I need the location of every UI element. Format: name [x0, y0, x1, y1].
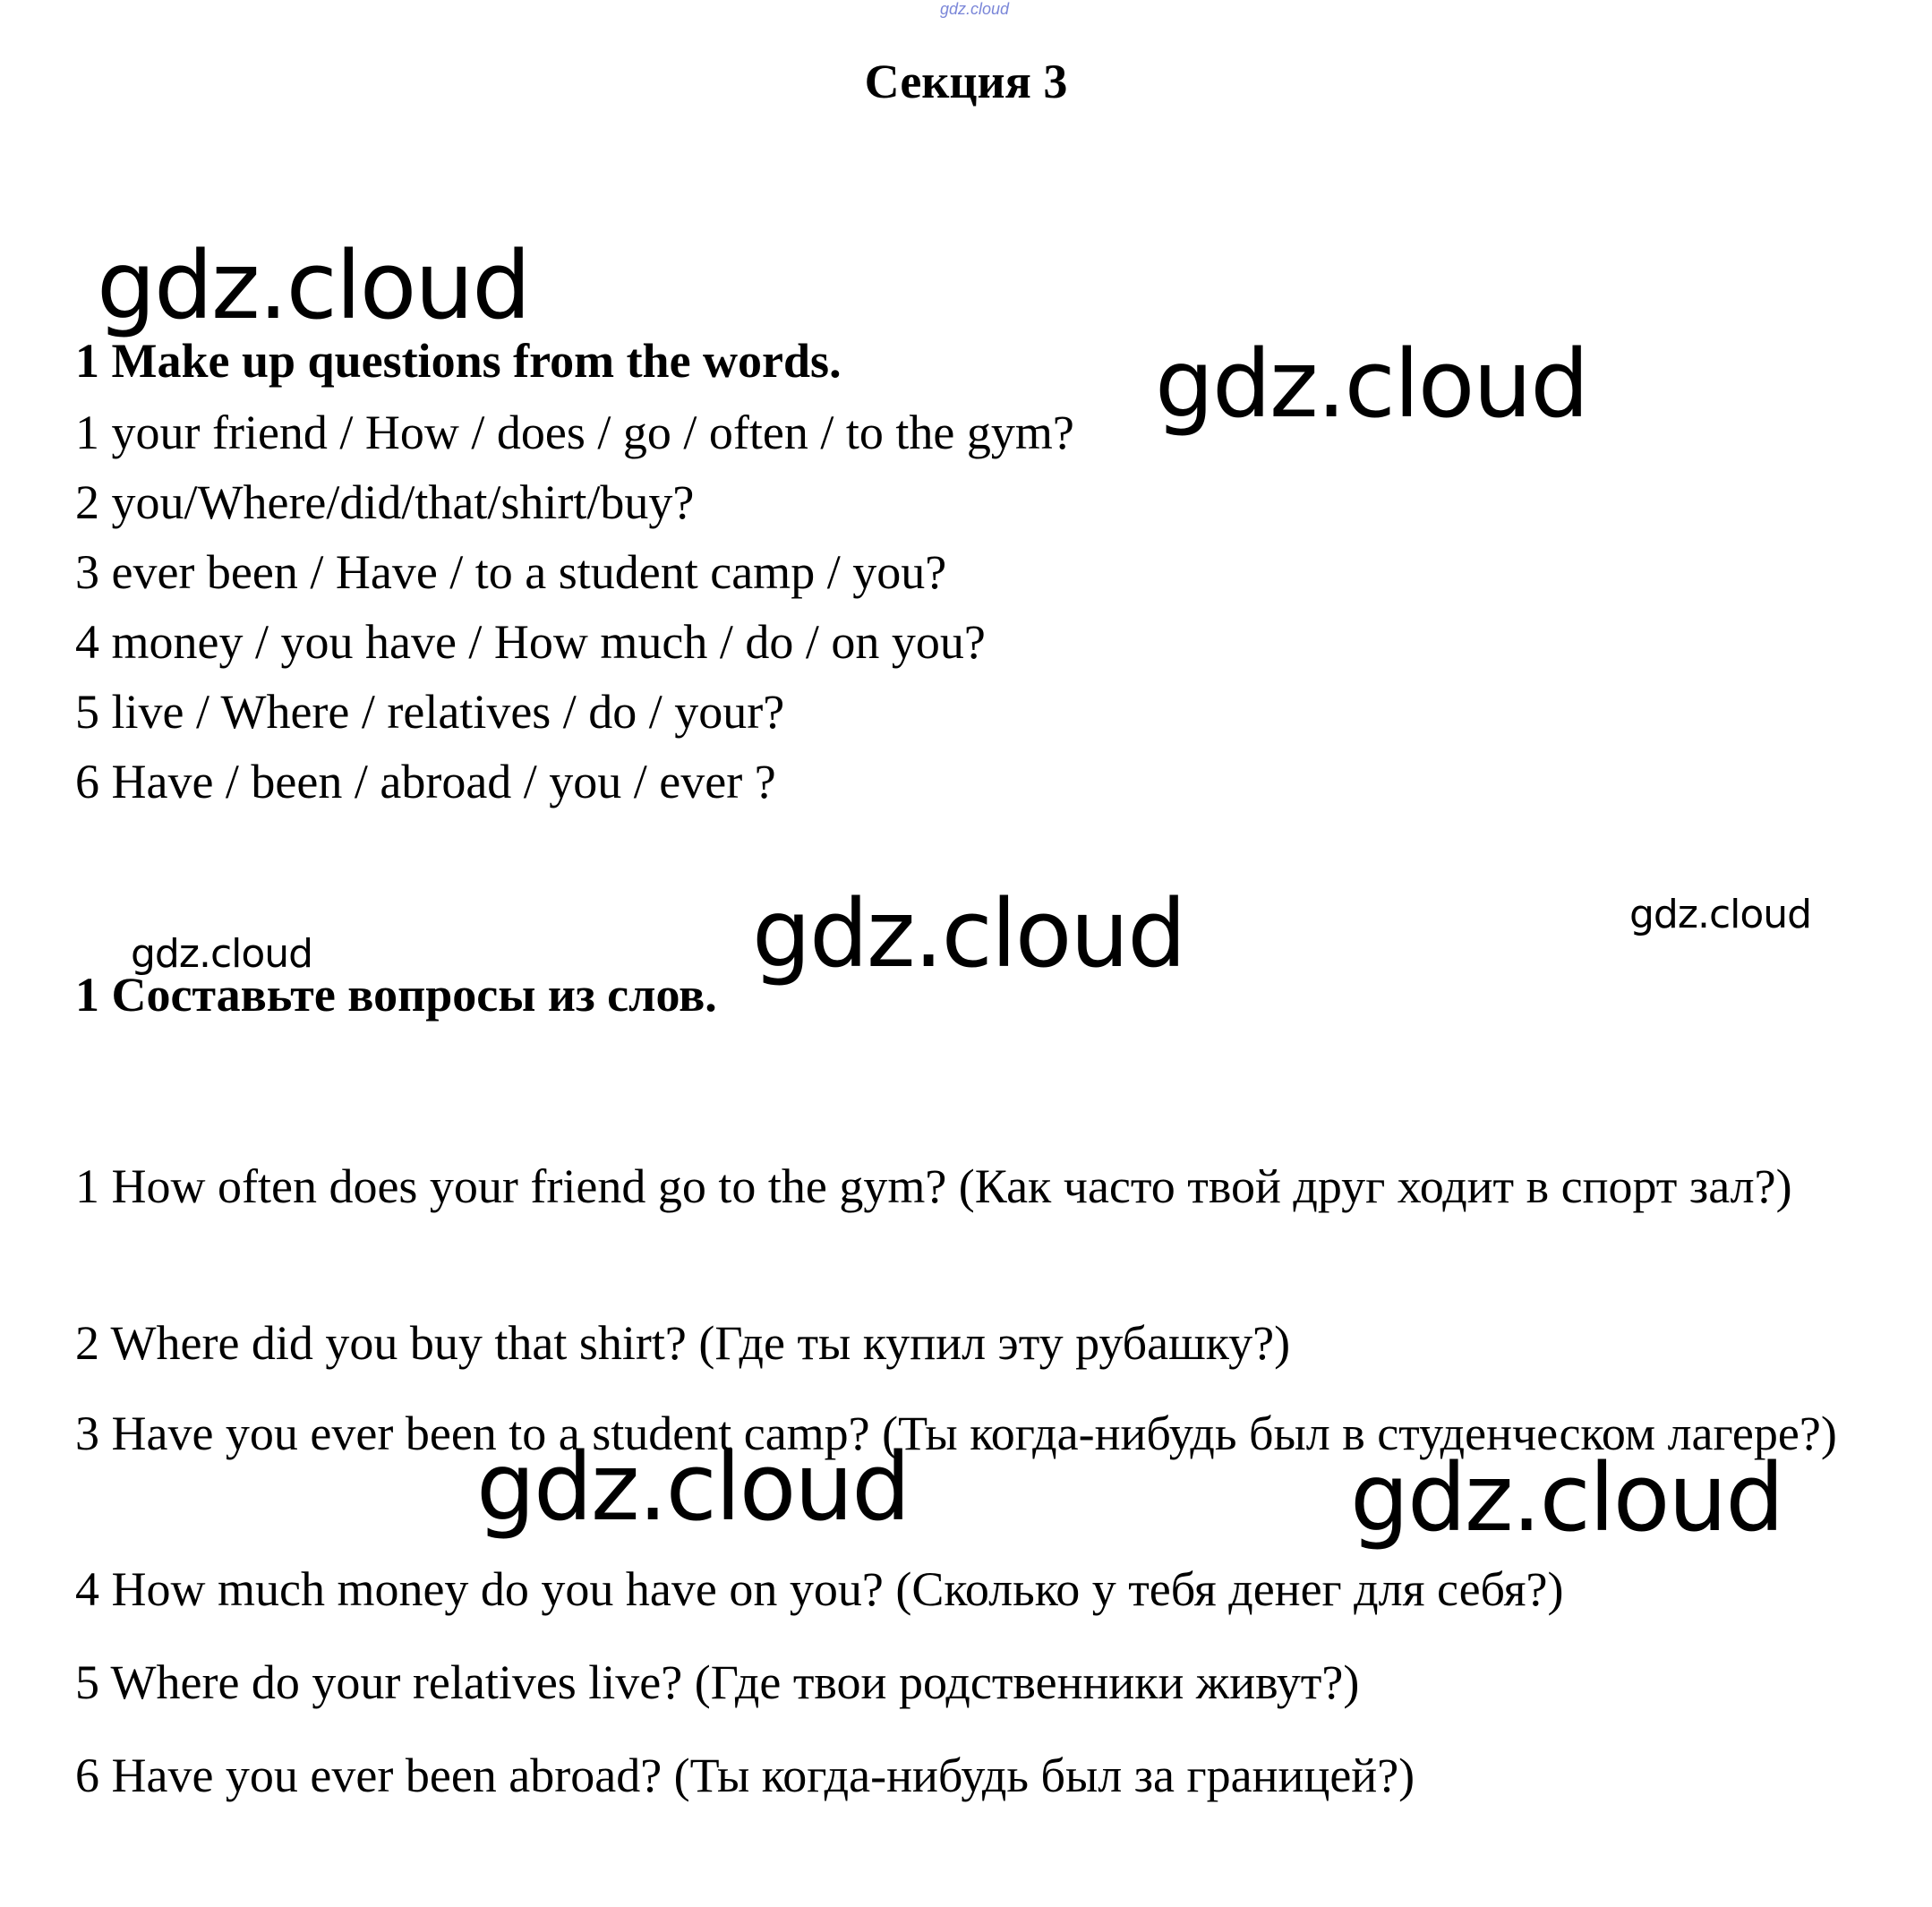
watermark: gdz.cloud [1155, 329, 1588, 439]
question-item: 4 money / you have / How much / do / on you? [75, 615, 986, 669]
watermark-top: gdz.cloud [940, 0, 1010, 18]
question-item: 3 ever been / Have / to a student camp / you? [75, 545, 947, 599]
answer-item: 1 How often does your friend go to the gym? (Как часто твой друг ходит в спорт зал?) [75, 1159, 1792, 1213]
watermark: gdz.cloud [1350, 1443, 1783, 1552]
answer-item: 3 Have you ever been to a student camp? (Ты когда-нибудь был в студенческом лагере?) [75, 1407, 1837, 1460]
answer-item: 2 Where did you buy that shirt? (Где ты купил эту рубашку?) [75, 1316, 1291, 1370]
question-item: 1 your friend / How / does / go / often / to the gym? [75, 406, 1074, 459]
task-heading-ru: 1 Составьте вопросы из слов. [75, 968, 717, 1022]
question-item: 5 live / Where / relatives / do / your? [75, 685, 785, 739]
question-item: 6 Have / been / abroad / you / ever ? [75, 755, 776, 808]
answer-item: 5 Where do your relatives live? (Где твои родственники живут?) [75, 1655, 1360, 1709]
watermark: gdz.cloud [476, 1432, 910, 1542]
watermark: gdz.cloud [1629, 892, 1812, 937]
watermark: gdz.cloud [752, 879, 1185, 988]
answer-item: 4 How much money do you have on you? (Сколько у тебя денег для себя?) [75, 1562, 1564, 1616]
watermark: gdz.cloud [131, 931, 313, 977]
watermark: gdz.cloud [97, 231, 530, 340]
task-heading-en: 1 Make up questions from the words. [75, 334, 842, 388]
section-title: Секция 3 [864, 55, 1068, 108]
question-item: 2 you/Where/did/that/shirt/buy? [75, 475, 695, 529]
answer-item: 6 Have you ever been abroad? (Ты когда-нибудь был за границей?) [75, 1749, 1415, 1802]
